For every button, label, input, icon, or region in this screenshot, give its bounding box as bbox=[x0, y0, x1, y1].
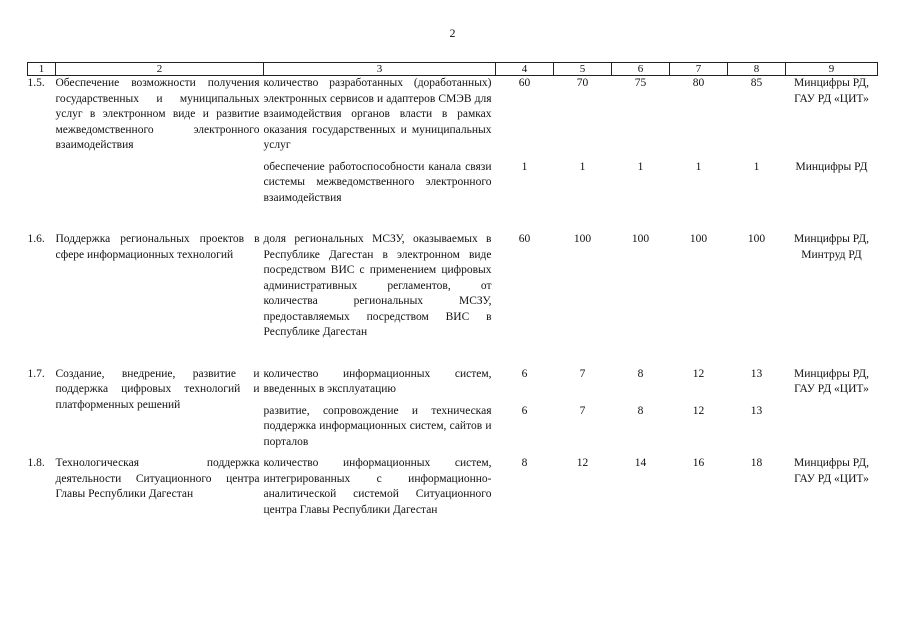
executor: Минцифры РД, Минтруд РД bbox=[794, 233, 869, 261]
indicator-value: 100 bbox=[631, 233, 650, 245]
measure-name: Обеспечение возможности получения государственных и муниципальных услуг в электронном виде и развитие межведомственного электронного взаимодействия bbox=[55, 77, 260, 151]
indicator-text: доля региональных МСЗУ, оказываемых в Республике Дагестан в электронном виде посредством ВИС с применением цифровых административных регламентов, от количества региональных МСЗУ, предоставляемых посредством ВИС в Республике Дагестан bbox=[263, 233, 492, 338]
indicator-value: 8 bbox=[521, 457, 528, 469]
table-row bbox=[28, 367, 878, 398]
indicator-value: 75 bbox=[634, 77, 647, 89]
indicator-value: 8 bbox=[637, 367, 644, 380]
indicator-value: 13 bbox=[750, 367, 763, 380]
measures-table bbox=[27, 62, 878, 518]
header-col-7: 7 bbox=[670, 63, 728, 76]
header-row bbox=[28, 63, 878, 76]
indicator-value: 100 bbox=[573, 233, 592, 245]
indicator-text: количество разработанных (доработанных) электронных сервисов и адаптеров СМЭВ для взаимодействия органов власти в рамках оказания государственных и муниципальных услуг bbox=[263, 77, 492, 151]
indicator-value: 85 bbox=[750, 77, 763, 89]
indicator-value: 1 bbox=[637, 160, 644, 173]
indicator-value: 6 bbox=[521, 404, 528, 417]
indicator-text: развитие, сопровождение и техническая поддержка информационных систем, сайтов и порталов bbox=[263, 404, 492, 448]
measure-name: Создание, внедрение, развитие и поддержка цифровых технологий и платформенных решений bbox=[55, 367, 260, 411]
indicator-value: 1 bbox=[695, 160, 702, 173]
indicator-text: количество информационных систем, интегрированных с информационно-аналитической системой Ситуационного центра Главы Республики Дагестан bbox=[263, 457, 492, 516]
indicator-value: 12 bbox=[692, 404, 705, 417]
indicator-value: 1 bbox=[753, 160, 760, 173]
indicator-value: 60 bbox=[518, 233, 531, 245]
indicator-value: 60 bbox=[518, 77, 531, 89]
table-row bbox=[28, 76, 878, 154]
indicator-value: 13 bbox=[750, 404, 763, 417]
row-number: 1.5. bbox=[27, 77, 45, 89]
indicator-text: количество информационных систем, введенных в эксплуатацию bbox=[263, 367, 492, 395]
header-col-6: 6 bbox=[612, 63, 670, 76]
indicator-value: 6 bbox=[521, 367, 528, 380]
indicator-value: 14 bbox=[634, 457, 647, 469]
header-col-9: 9 bbox=[786, 63, 878, 76]
indicator-value: 100 bbox=[747, 233, 766, 245]
header-col-1: 1 bbox=[28, 63, 56, 76]
indicator-value: 18 bbox=[750, 457, 763, 469]
executor: Минцифры РД, ГАУ РД «ЦИТ» bbox=[794, 77, 869, 105]
row-number: 1.8. bbox=[27, 457, 45, 469]
executor: Минцифры РД, ГАУ РД «ЦИТ» bbox=[794, 367, 869, 395]
indicator-value: 1 bbox=[521, 160, 528, 173]
indicator-value: 12 bbox=[576, 457, 589, 469]
page-number: 2 bbox=[449, 26, 456, 40]
indicator-value: 8 bbox=[637, 404, 644, 417]
measure-name: Технологическая поддержка деятельности Ситуационного центра Главы Республики Дагестан bbox=[55, 457, 260, 500]
header-col-4: 4 bbox=[496, 63, 554, 76]
indicator-value: 16 bbox=[692, 457, 705, 469]
executor: Минцифры РД, ГАУ РД «ЦИТ» bbox=[794, 457, 869, 485]
indicator-value: 7 bbox=[579, 367, 586, 380]
indicator-value: 70 bbox=[576, 77, 589, 89]
indicator-value: 100 bbox=[689, 233, 708, 245]
indicator-value: 80 bbox=[692, 77, 705, 89]
header-col-3: 3 bbox=[264, 63, 496, 76]
indicator-value: 1 bbox=[579, 160, 586, 173]
row-number: 1.6. bbox=[27, 233, 45, 245]
indicator-value: 7 bbox=[579, 404, 586, 417]
header-col-2: 2 bbox=[56, 63, 264, 76]
table-row bbox=[28, 232, 878, 341]
indicator-text: обеспечение работоспособности канала связи системы межведомственного электронного взаимодействия bbox=[263, 160, 492, 204]
row-number: 1.7. bbox=[27, 367, 45, 380]
header-col-5: 5 bbox=[554, 63, 612, 76]
table-row bbox=[28, 456, 878, 518]
header-col-8: 8 bbox=[728, 63, 786, 76]
executor: Минцифры РД bbox=[795, 160, 868, 173]
executor bbox=[786, 398, 878, 451]
indicator-value: 12 bbox=[692, 367, 705, 380]
measure-name: Поддержка региональных проектов в сфере информационных технологий bbox=[55, 233, 260, 261]
